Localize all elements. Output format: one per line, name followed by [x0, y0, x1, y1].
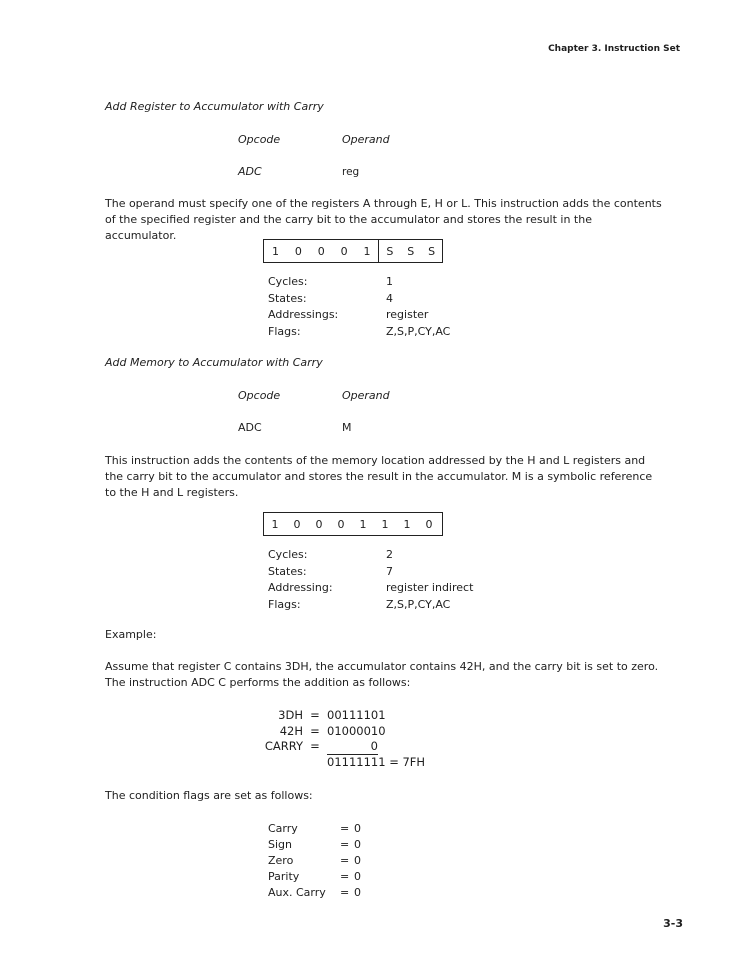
flag-row	[268, 837, 361, 853]
equals-sign: =	[310, 723, 320, 738]
info-value: 1	[386, 275, 393, 288]
operand-name: 3DH	[278, 708, 303, 722]
flag-row	[268, 821, 361, 837]
addition-worksheet	[230, 708, 450, 770]
example-text: Assume that register C contains 3DH, the accumulator contains 42H, and the carry bit is set to zero. The instruction ADC C performs the addition as follows:	[105, 660, 659, 689]
flag-name: Aux. Carry	[268, 886, 326, 899]
flag-value: 0	[354, 854, 361, 867]
opcode-label: Opcode	[238, 133, 281, 146]
encoding-bit: S	[428, 244, 436, 258]
flag-name: Carry	[268, 822, 298, 835]
binary-value: 01000010	[327, 723, 386, 738]
flag-name: Sign	[268, 838, 292, 851]
flag-name: Parity	[268, 870, 300, 883]
addition-line	[230, 724, 450, 740]
running-header: Chapter 3. Instruction Set	[548, 44, 680, 54]
info-label: Addressings:	[268, 308, 339, 321]
flag-equals: =	[340, 822, 350, 835]
encoding-bit: S	[407, 244, 415, 258]
flag-name: Zero	[268, 854, 294, 867]
encoding-bit: 1	[271, 244, 279, 258]
info-row	[268, 274, 450, 291]
info-label: Cycles:	[268, 275, 308, 288]
info-row	[268, 291, 450, 308]
encoding-bit: 0	[294, 244, 302, 258]
info-row	[268, 597, 473, 614]
flag-value: 0	[354, 822, 361, 835]
encoding-bit: 0	[317, 244, 325, 258]
addition-line	[230, 708, 450, 724]
encoding-bit: 0	[315, 517, 323, 531]
encoding-bit: 0	[293, 517, 301, 531]
instruction-info-adc-mem	[268, 547, 473, 613]
operand-label: Operand	[342, 389, 390, 402]
flag-value: 0	[354, 886, 361, 899]
operand-name: CARRY	[264, 739, 303, 753]
section-title-adc-reg: Add Register to Accumulator with Carry	[105, 100, 324, 113]
info-label: States:	[268, 564, 307, 578]
flag-equals: =	[340, 870, 350, 883]
flag-row	[268, 869, 361, 885]
encoding-bit: 0	[337, 517, 345, 531]
info-row	[268, 564, 473, 581]
carry-value: 0	[327, 739, 378, 755]
encoding-bit: 1	[381, 517, 389, 531]
info-value: Z,S,P,CY,AC	[386, 324, 451, 338]
encoding-bit: 1	[363, 244, 371, 258]
equals-sign: =	[310, 708, 320, 722]
info-value: 2	[386, 548, 393, 561]
info-value: Z,S,P,CY,AC	[386, 597, 451, 611]
info-row	[268, 324, 450, 341]
addition-line	[230, 739, 450, 755]
info-row	[268, 580, 473, 597]
flag-equals: =	[340, 838, 350, 851]
opcode-mnemonic: ADC	[238, 165, 262, 178]
flag-value: 0	[354, 870, 361, 883]
flag-row	[268, 885, 361, 901]
info-value: 4	[386, 291, 393, 305]
instruction-info-adc-reg	[268, 274, 450, 340]
section-title-adc-mem: Add Memory to Accumulator with Carry	[105, 356, 323, 369]
instruction-encoding-adc-reg	[263, 239, 443, 263]
info-row	[268, 547, 473, 564]
info-label: Addressing:	[268, 581, 333, 594]
operand-name: 42H	[279, 723, 303, 738]
info-value: register	[386, 308, 429, 321]
flag-equals: =	[340, 854, 350, 867]
result-value: 01111111 = 7FH	[327, 754, 426, 769]
info-label: Flags:	[268, 324, 301, 338]
encoding-bit: 1	[359, 517, 367, 531]
info-value: 7	[386, 564, 393, 578]
description-adc-mem: This instruction adds the contents of the memory location addressed by the H and L registers and the carry bit to the accumulator and stores the result in the accumulator. M is a symbolic reference to the H and L registers.	[105, 454, 653, 499]
opcode-mnemonic: ADC	[238, 421, 262, 434]
encoding-bit: 0	[340, 244, 348, 258]
flags-intro: The condition flags are set as follows:	[105, 789, 313, 802]
operand-value: M	[342, 421, 352, 434]
info-label: Cycles:	[268, 548, 308, 561]
flag-equals: =	[340, 886, 350, 899]
description-adc-reg: The operand must specify one of the registers A through E, H or L. This instruction adds the contents of the specified register and the carry bit to the accumulator and stores the result in the accumulator.	[105, 197, 662, 242]
opcode-label: Opcode	[238, 389, 281, 402]
info-label: States:	[268, 291, 307, 305]
binary-value: 00111101	[327, 708, 386, 722]
flag-value: 0	[354, 838, 361, 851]
encoding-bit: 0	[425, 517, 433, 531]
example-label: Example:	[105, 628, 157, 641]
equals-sign: =	[310, 739, 320, 753]
encoding-bit: S	[386, 244, 394, 258]
instruction-encoding-adc-mem	[263, 512, 443, 536]
condition-flags-list	[268, 821, 361, 901]
addition-result	[230, 755, 450, 771]
page-number: 3-3	[663, 917, 683, 930]
encoding-bit: 1	[271, 517, 279, 531]
info-row	[268, 307, 450, 324]
flag-row	[268, 853, 361, 869]
encoding-bit: 1	[403, 517, 411, 531]
info-label: Flags:	[268, 597, 301, 611]
operand-label: Operand	[342, 133, 390, 146]
operand-value: reg	[342, 166, 360, 178]
info-value: register indirect	[386, 581, 474, 594]
